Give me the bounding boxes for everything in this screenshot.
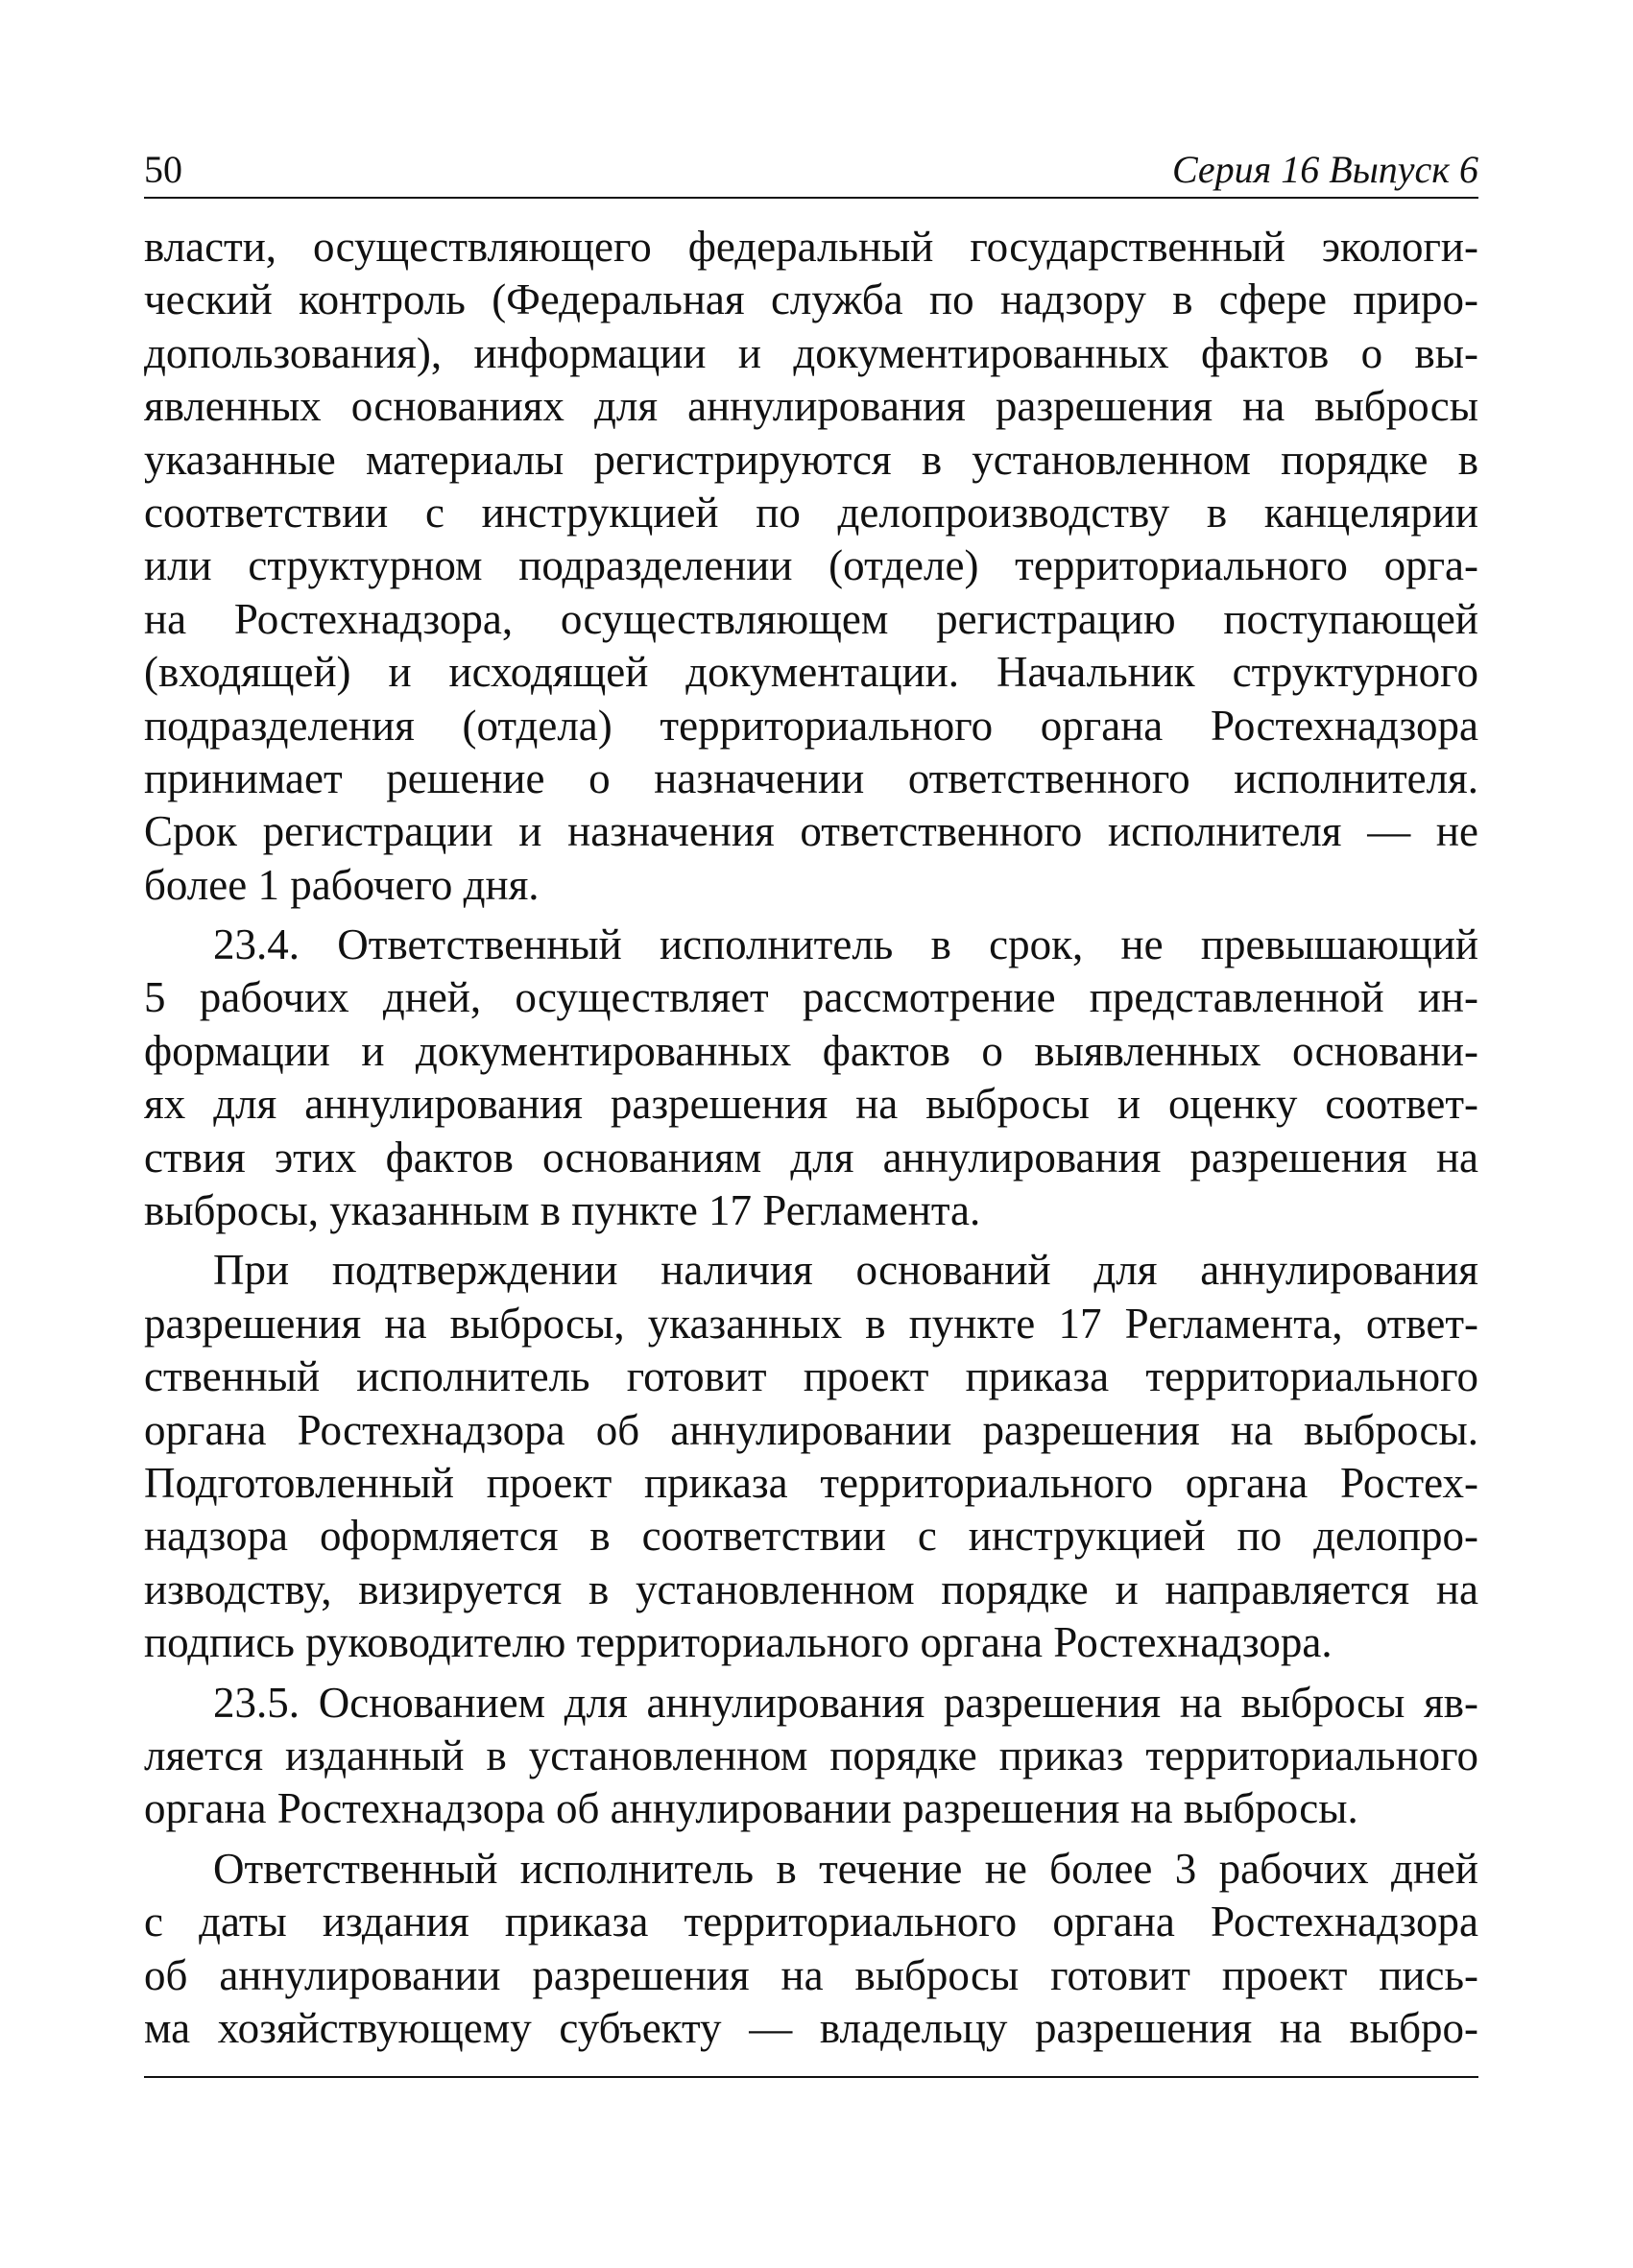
text-line: Срок регистрации и назначения ответственного исполнителя — не — [144, 807, 1478, 856]
text-line: принимает решение о назначении ответственного исполнителя. — [144, 753, 1478, 802]
text-line: надзора оформляется в соответствии с инструкцией по делопро- — [144, 1512, 1478, 1561]
text-line: 23.4. Ответственный исполнитель в срок, не превышающий — [213, 920, 1478, 969]
text-line: указанные материалы регистрируются в установленном порядке в — [144, 435, 1478, 484]
text-line: ма хозяйствующему субъекту — владельцу разрешения на выбро- — [144, 2003, 1478, 2052]
text-line: органа Ростехнадзора об аннулировании разрешения на выбросы. — [144, 1405, 1478, 1454]
running-header — [144, 139, 1478, 199]
text-line: на Ростехнадзора, осуществляющем регистрацию поступающей — [144, 594, 1478, 643]
text-line: формации и документированных фактов о выявленных основани- — [144, 1026, 1478, 1075]
text-line: изводству, визируется в установленном порядке и направляется на — [144, 1564, 1478, 1613]
text-line: 23.5. Основанием для аннулирования разрешения на выбросы яв- — [213, 1678, 1478, 1727]
paragraph — [144, 1244, 1478, 1669]
text-line: 5 рабочих дней, осуществляет рассмотрение представленной ин- — [144, 973, 1478, 1022]
paragraph — [144, 1677, 1478, 1836]
text-line: Подготовленный проект приказа территориального органа Ростех- — [144, 1458, 1478, 1507]
text-line: соответствии с инструкцией по делопроизводству в канцелярии — [144, 488, 1478, 537]
paragraph — [144, 919, 1478, 1237]
paragraph — [144, 221, 1478, 912]
text-line: органа Ростехнадзора об аннулировании разрешения на выбросы. — [144, 1784, 1358, 1833]
bottom-rule — [144, 2076, 1478, 2078]
text-line: (входящей) и исходящей документации. Начальник структурного — [144, 648, 1478, 697]
text-line: власти, осуществляющего федеральный государственный экологи- — [144, 223, 1478, 271]
text-line: ственный исполнитель готовит проект приказа территориального — [144, 1352, 1478, 1401]
series-title: Серия 16 Выпуск 6 — [1171, 148, 1478, 191]
text-line: более 1 рабочего дня. — [144, 860, 540, 909]
text-line: допользования), информации и документированных фактов о вы- — [144, 328, 1478, 377]
text-line: подпись руководителю территориального органа Ростехнадзора. — [144, 1618, 1333, 1667]
text-line: подразделения (отдела) территориального органа Ростехнадзора — [144, 701, 1478, 750]
paragraph — [144, 1843, 1478, 2056]
text-line: Ответственный исполнитель в течение не более 3 рабочих дней — [213, 1844, 1478, 1893]
text-line: явленных основаниях для аннулирования разрешения на выбросы — [144, 382, 1478, 431]
text-line: разрешения на выбросы, указанных в пункте 17 Регламента, ответ- — [144, 1299, 1478, 1348]
text-line: с даты издания приказа территориального органа Ростехнадзора — [144, 1898, 1478, 1946]
text-line: ляется изданный в установленном порядке приказ территориального — [144, 1731, 1478, 1779]
body-text — [144, 221, 1478, 2055]
text-line: ях для аннулирования разрешения на выбросы и оценку соответ- — [144, 1080, 1478, 1129]
page-number: 50 — [144, 148, 182, 191]
text-line: выбросы, указанным в пункте 17 Регламента. — [144, 1186, 981, 1235]
text-line: ствия этих фактов основаниям для аннулирования разрешения на — [144, 1133, 1478, 1182]
text-line: об аннулировании разрешения на выбросы готовит проект пись- — [144, 1950, 1478, 1999]
text-line: ческий контроль (Федеральная служба по надзору в сфере приро- — [144, 275, 1478, 324]
text-line: При подтверждении наличия оснований для аннулирования — [213, 1246, 1478, 1295]
text-line: или структурном подразделении (отделе) территориального орга- — [144, 541, 1478, 590]
